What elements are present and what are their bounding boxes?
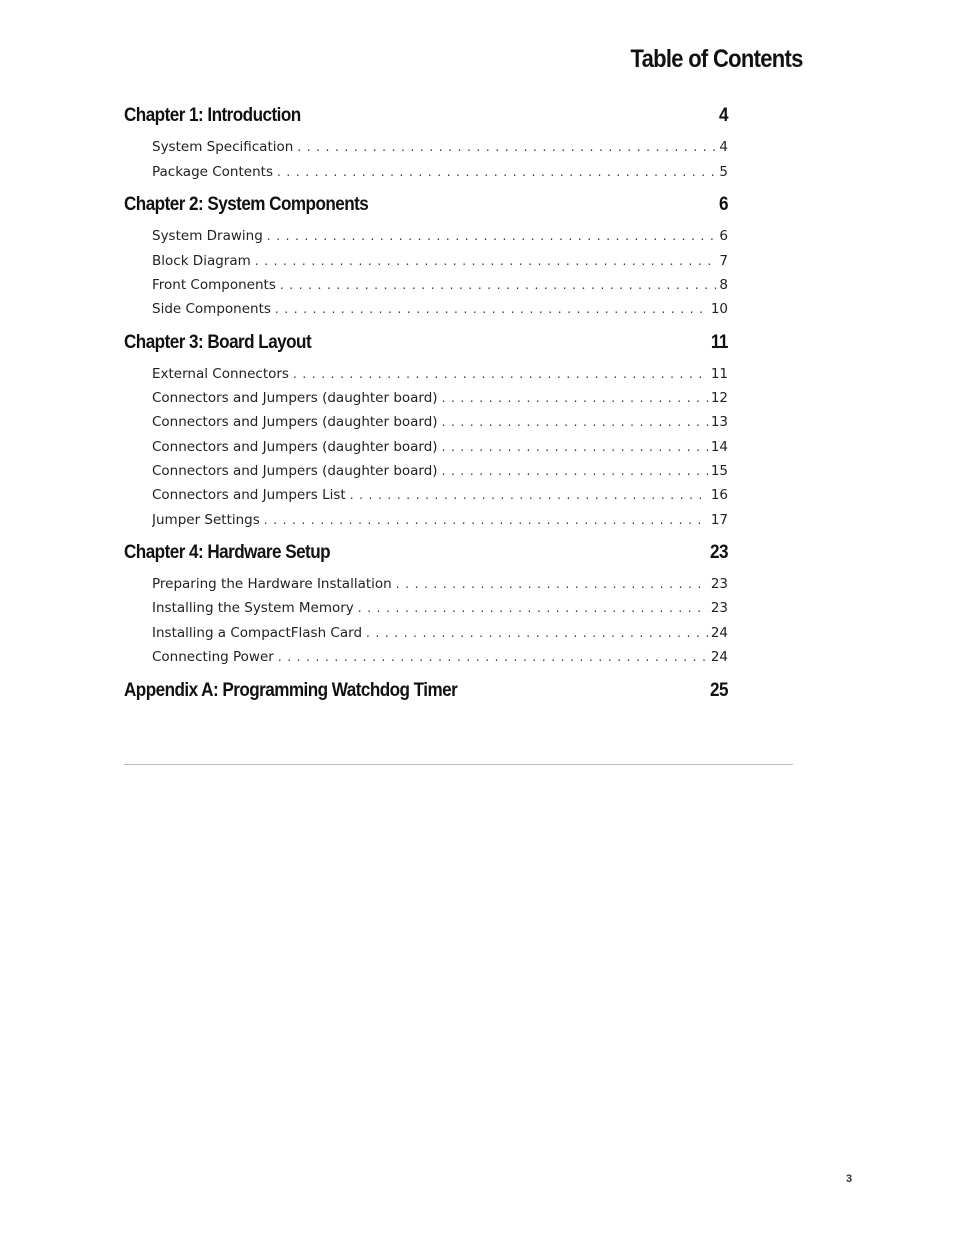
entry-page: 11 [710,366,728,382]
dot-leader [366,626,708,640]
chapter-page: 6 [719,194,728,215]
entry-page: 7 [719,253,728,269]
entry-page: 6 [719,228,728,244]
dot-leader [350,488,708,502]
toc-entry[interactable] [152,301,728,319]
toc-entry[interactable] [152,366,728,384]
entry-page: 14 [710,439,728,455]
dot-leader [264,513,708,527]
page-title: Table of Contents [630,45,803,73]
toc-appendix-a[interactable] [124,678,728,704]
toc-entry[interactable] [152,228,728,246]
toc-entry[interactable] [152,164,728,182]
toc-entry[interactable] [152,277,728,295]
toc-chapter-4[interactable] [124,540,728,566]
toc-entry[interactable] [152,414,728,432]
toc-entry[interactable] [152,512,728,530]
toc-chapter-2[interactable] [124,192,728,218]
toc-entry[interactable] [152,649,728,667]
entry-page: 12 [710,390,728,406]
chapter-page: 4 [719,105,728,126]
entry-title: Block Diagram [152,253,251,269]
entry-page: 16 [710,487,728,503]
entry-title: Package Contents [152,164,273,180]
entry-page: 5 [719,164,728,180]
entry-title: Connectors and Jumpers List [152,487,346,503]
chapter-title: Chapter 4: Hardware Setup [124,542,331,563]
toc-entry[interactable] [152,487,728,505]
entry-title: Connectors and Jumpers (daughter board) [152,390,438,406]
chapter-title: Chapter 1: Introduction [124,105,301,126]
entry-page: 23 [710,600,728,616]
dot-leader [278,650,708,664]
toc-entry[interactable] [152,390,728,408]
entry-page: 24 [710,649,728,665]
dot-leader [442,440,708,454]
dot-leader [280,278,717,292]
dot-leader [267,229,717,243]
dot-leader [277,165,716,179]
entry-title: Jumper Settings [152,512,260,528]
entry-title: Preparing the Hardware Installation [152,576,392,592]
entry-page: 24 [710,625,728,641]
toc-entry[interactable] [152,600,728,618]
entry-title: Front Components [152,277,276,293]
toc-entry[interactable] [152,139,728,157]
entry-title: Installing the System Memory [152,600,354,616]
entry-page: 17 [710,512,728,528]
toc-entry[interactable] [152,625,728,643]
dot-leader [358,601,708,615]
toc-entry[interactable] [152,439,728,457]
toc-entry[interactable] [152,463,728,481]
dot-leader [275,302,708,316]
toc-chapter-3[interactable] [124,330,728,356]
chapter-title: Chapter 3: Board Layout [124,332,312,353]
chapter-title: Chapter 2: System Components [124,194,369,215]
entry-page: 8 [719,277,728,293]
entry-page: 23 [710,576,728,592]
toc-entry[interactable] [152,576,728,594]
chapter-page: 11 [710,332,728,353]
dot-leader [255,254,717,268]
dot-leader [293,367,708,381]
entry-title: Side Components [152,301,271,317]
dot-leader [442,415,708,429]
entry-page: 15 [710,463,728,479]
entry-page: 4 [719,139,728,155]
toc-chapter-1[interactable] [124,103,728,129]
entry-title: Connecting Power [152,649,274,665]
dot-leader [396,577,708,591]
dot-leader [442,464,708,478]
dot-leader [297,140,716,154]
chapter-page: 23 [710,542,728,563]
entry-title: System Specification [152,139,294,155]
dot-leader [442,391,708,405]
entry-page: 13 [710,414,728,430]
entry-title: Connectors and Jumpers (daughter board) [152,463,438,479]
chapter-title: Appendix A: Programming Watchdog Timer [124,680,458,701]
entry-title: Installing a CompactFlash Card [152,625,363,641]
divider [124,764,793,765]
page-number: 3 [846,1173,853,1185]
entry-title: Connectors and Jumpers (daughter board) [152,414,438,430]
toc-entry[interactable] [152,253,728,271]
entry-title: Connectors and Jumpers (daughter board) [152,439,438,455]
entry-title: System Drawing [152,228,263,244]
chapter-page: 25 [710,680,728,701]
entry-page: 10 [710,301,728,317]
entry-title: External Connectors [152,366,289,382]
